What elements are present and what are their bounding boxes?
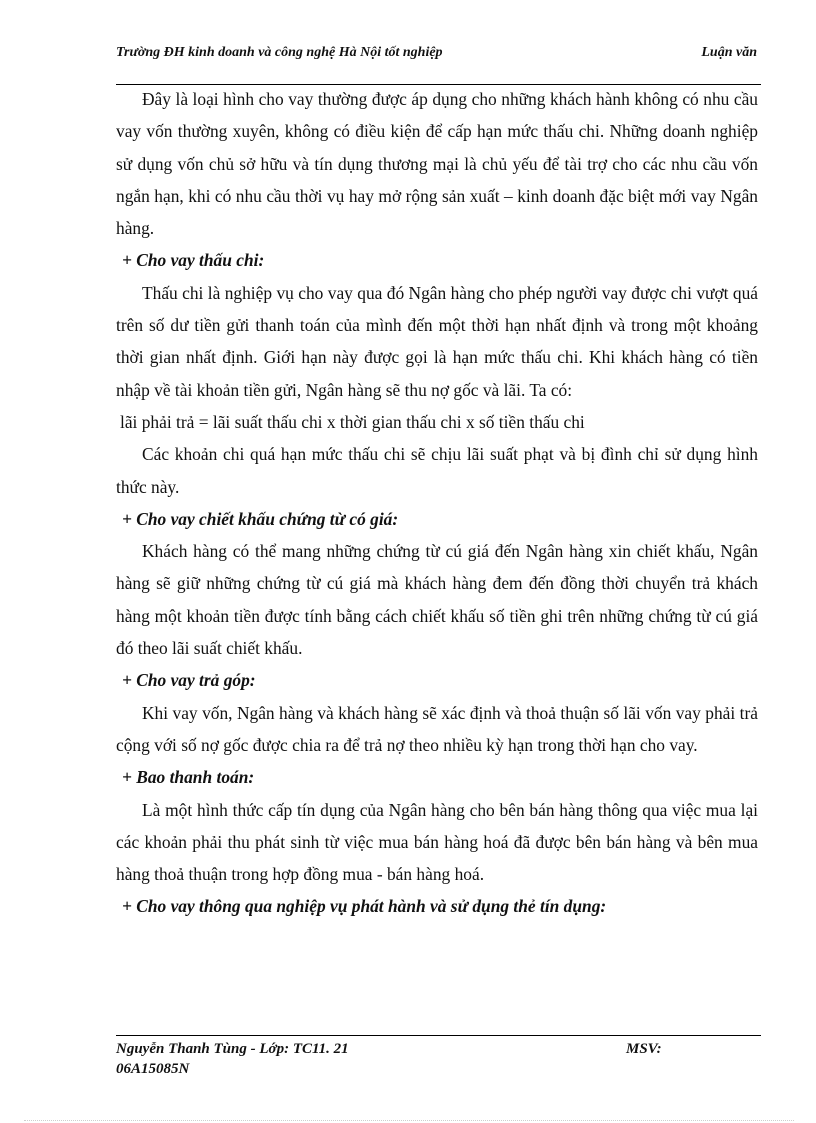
paragraph-installment: Khi vay vốn, Ngân hàng và khách hàng sẽ xác định và thoả thuận số lãi vốn vay phải trả cộng với số nợ gốc được chia ra để trả nợ theo nhiều kỳ hạn trong thời hạn cho vay. [116,702,758,755]
heading-factoring: + Bao thanh toán: [122,767,255,788]
footer-msv-value: 06A15085N [116,1061,190,1077]
paragraph-overdraft: Thấu chi là nghiệp vụ cho vay qua đó Ngân hàng cho phép người vay được chi vượt quá trên số dư tiền gửi thanh toán của mình đến một thời hạn nhất định và trong một khoảng thời gian nhất định. Giới hạn này được gọi là hạn mức thấu chi. Khi khách hàng có tiền nhập về tài khoản tiền gửi, Ngân hàng sẽ thu nợ gốc và lãi. Ta có: [116,282,758,400]
heading-discount: + Cho vay chiết khấu chứng từ có giá: [122,508,399,529]
paragraph-overdraft-penalty: Các khoản chi quá hạn mức thấu chi sẽ chịu lãi suất phạt và bị đình chỉ sử dụng hình thức này. [116,444,758,497]
heading-credit-card: + Cho vay thông qua nghiệp vụ phát hành và sử dụng thẻ tín dụng: [122,896,607,917]
formula-interest: lãi phải trả = lãi suất thấu chi x thời gian thấu chi x số tiền thấu chi [120,411,585,432]
footer-student-name: Nguyễn Thanh Tùng - Lớp: TC11. 21 [116,1041,349,1057]
paragraph-factoring: Là một hình thức cấp tín dụng của Ngân hàng cho bên bán hàng thông qua việc mua lại các khoản phải thu phát sinh từ việc mua bán hàng hoá đã được bên bán hàng và bên mua hàng thoả thuận trong hợp đồng mua - bán hàng hoá. [116,799,758,885]
paragraph-loan-type-intro: Đây là loại hình cho vay thường được áp dụng cho những khách hành không có nhu cầu vay vốn thường xuyên, không có điều kiện để cấp hạn mức thấu chi. Những doanh nghiệp sử dụng vốn chủ sở hữu và tín dụng thương mại là chủ yếu để tài trợ cho các nhu cầu vốn ngắn hạn, khi có nhu cầu thời vụ hay mở rộng sản xuất – kinh doanh đặc biệt mới vay Ngân hàng. [116,89,758,239]
footer-divider [116,1035,761,1036]
heading-overdraft: + Cho vay thấu chi: [122,250,265,271]
paragraph-discount: Khách hàng có thể mang những chứng từ cú giá đến Ngân hàng xin chiết khấu, Ngân hàng sẽ giữ những chứng từ cú giá mà khách hàng đem đến đồng thời chuyển trả khách hàng một khoản tiền được tính bằng cách chiết khấu số tiền ghi trên những chứng từ cú giá đó theo lãi suất chiết khấu. [116,541,758,659]
header-school-name: Trường ĐH kinh doanh và công nghệ Hà Nội tốt nghiệp [116,45,443,60]
footer-msv-label: MSV: [626,1041,662,1057]
heading-installment: + Cho vay trả góp: [122,670,256,691]
document-body [116,83,758,923]
page-bottom-edge [24,1120,794,1121]
header-document-type: Luận văn [701,45,757,60]
